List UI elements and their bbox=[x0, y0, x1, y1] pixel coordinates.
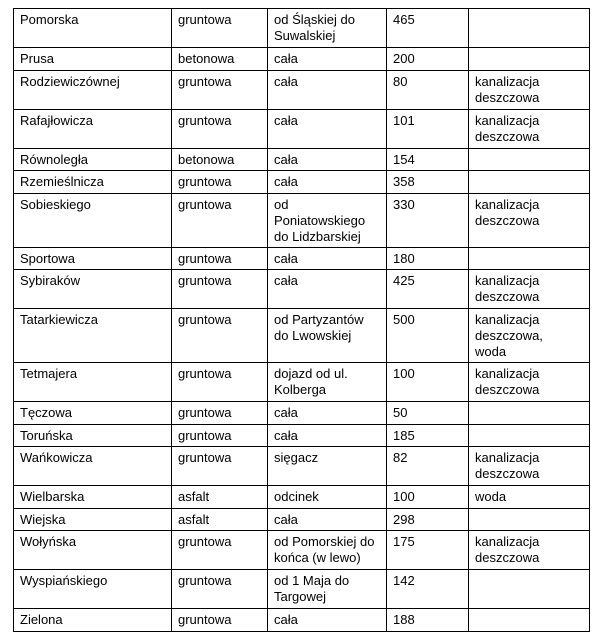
table-row bbox=[14, 109, 590, 148]
section-cell: od 1 Maja do Targowej bbox=[268, 570, 387, 609]
section-cell: sięgacz bbox=[268, 447, 387, 486]
table-row bbox=[14, 9, 590, 48]
utilities-cell bbox=[469, 9, 590, 48]
utilities-cell bbox=[469, 570, 590, 609]
section-cell: cała bbox=[268, 247, 387, 270]
utilities-cell: kanalizacja deszczowa, woda bbox=[469, 309, 590, 363]
utilities-cell: kanalizacja deszczowa bbox=[469, 270, 590, 309]
street-cell: Wańkowicza bbox=[14, 447, 172, 486]
section-cell: cała bbox=[268, 270, 387, 309]
street-cell: Pomorska bbox=[14, 9, 172, 48]
length-cell: 100 bbox=[387, 363, 469, 402]
length-cell: 185 bbox=[387, 424, 469, 447]
street-cell: Tęczowa bbox=[14, 402, 172, 425]
surface-cell: gruntowa bbox=[172, 424, 268, 447]
length-cell: 101 bbox=[387, 109, 469, 148]
utilities-cell: kanalizacja deszczowa bbox=[469, 109, 590, 148]
table-row bbox=[14, 570, 590, 609]
street-cell: Sybiraków bbox=[14, 270, 172, 309]
section-cell: cała bbox=[268, 109, 387, 148]
section-cell: odcinek bbox=[268, 486, 387, 509]
street-cell: Sportowa bbox=[14, 247, 172, 270]
length-cell: 200 bbox=[387, 48, 469, 71]
table-row bbox=[14, 609, 590, 632]
street-cell: Wyspiańskiego bbox=[14, 570, 172, 609]
section-cell: cała bbox=[268, 48, 387, 71]
surface-cell: gruntowa bbox=[172, 109, 268, 148]
length-cell: 500 bbox=[387, 309, 469, 363]
length-cell: 100 bbox=[387, 486, 469, 509]
utilities-cell bbox=[469, 402, 590, 425]
table-row bbox=[14, 270, 590, 309]
table-row bbox=[14, 247, 590, 270]
surface-cell: gruntowa bbox=[172, 171, 268, 194]
utilities-cell bbox=[469, 171, 590, 194]
surface-cell: gruntowa bbox=[172, 402, 268, 425]
utilities-cell bbox=[469, 148, 590, 171]
surface-cell: betonowa bbox=[172, 148, 268, 171]
street-cell: Rodziewiczównej bbox=[14, 70, 172, 109]
length-cell: 142 bbox=[387, 570, 469, 609]
utilities-cell: kanalizacja deszczowa bbox=[469, 363, 590, 402]
length-cell: 82 bbox=[387, 447, 469, 486]
surface-cell: gruntowa bbox=[172, 70, 268, 109]
section-cell: cała bbox=[268, 70, 387, 109]
section-cell: od Pomorskiej do końca (w lewo) bbox=[268, 531, 387, 570]
street-cell: Wiejska bbox=[14, 508, 172, 531]
table-row bbox=[14, 70, 590, 109]
utilities-cell: kanalizacja deszczowa bbox=[469, 447, 590, 486]
streets-table bbox=[13, 8, 590, 632]
length-cell: 50 bbox=[387, 402, 469, 425]
length-cell: 188 bbox=[387, 609, 469, 632]
street-cell: Równoległa bbox=[14, 148, 172, 171]
length-cell: 180 bbox=[387, 247, 469, 270]
street-cell: Zielona bbox=[14, 609, 172, 632]
surface-cell: gruntowa bbox=[172, 363, 268, 402]
utilities-cell bbox=[469, 609, 590, 632]
length-cell: 425 bbox=[387, 270, 469, 309]
table-row bbox=[14, 508, 590, 531]
table-row bbox=[14, 531, 590, 570]
street-cell: Rafajłowicza bbox=[14, 109, 172, 148]
street-cell: Tatarkiewicza bbox=[14, 309, 172, 363]
surface-cell: gruntowa bbox=[172, 247, 268, 270]
section-cell: od Śląskiej do Suwalskiej bbox=[268, 9, 387, 48]
utilities-cell: woda bbox=[469, 486, 590, 509]
table-row bbox=[14, 363, 590, 402]
surface-cell: gruntowa bbox=[172, 309, 268, 363]
length-cell: 330 bbox=[387, 193, 469, 247]
length-cell: 465 bbox=[387, 9, 469, 48]
street-cell: Toruńska bbox=[14, 424, 172, 447]
table-row bbox=[14, 447, 590, 486]
section-cell: dojazd od ul. Kolberga bbox=[268, 363, 387, 402]
street-cell: Sobieskiego bbox=[14, 193, 172, 247]
table-row bbox=[14, 309, 590, 363]
surface-cell: gruntowa bbox=[172, 9, 268, 48]
table-row bbox=[14, 171, 590, 194]
street-cell: Tetmajera bbox=[14, 363, 172, 402]
surface-cell: gruntowa bbox=[172, 609, 268, 632]
length-cell: 154 bbox=[387, 148, 469, 171]
length-cell: 298 bbox=[387, 508, 469, 531]
surface-cell: gruntowa bbox=[172, 270, 268, 309]
surface-cell: asfalt bbox=[172, 486, 268, 509]
utilities-cell: kanalizacja deszczowa bbox=[469, 193, 590, 247]
table-row bbox=[14, 486, 590, 509]
utilities-cell bbox=[469, 247, 590, 270]
section-cell: od Poniatowskiego do Lidzbarskiej bbox=[268, 193, 387, 247]
section-cell: cała bbox=[268, 508, 387, 531]
street-cell: Rzemieślnicza bbox=[14, 171, 172, 194]
surface-cell: gruntowa bbox=[172, 531, 268, 570]
surface-cell: gruntowa bbox=[172, 570, 268, 609]
table-row bbox=[14, 193, 590, 247]
table-row bbox=[14, 402, 590, 425]
street-cell: Wołyńska bbox=[14, 531, 172, 570]
street-cell: Wielbarska bbox=[14, 486, 172, 509]
surface-cell: gruntowa bbox=[172, 447, 268, 486]
surface-cell: asfalt bbox=[172, 508, 268, 531]
section-cell: cała bbox=[268, 402, 387, 425]
section-cell: cała bbox=[268, 171, 387, 194]
utilities-cell: kanalizacja deszczowa bbox=[469, 70, 590, 109]
section-cell: cała bbox=[268, 609, 387, 632]
length-cell: 175 bbox=[387, 531, 469, 570]
street-cell: Prusa bbox=[14, 48, 172, 71]
length-cell: 80 bbox=[387, 70, 469, 109]
surface-cell: betonowa bbox=[172, 48, 268, 71]
section-cell: cała bbox=[268, 148, 387, 171]
table-body bbox=[14, 9, 590, 632]
table-row bbox=[14, 424, 590, 447]
length-cell: 358 bbox=[387, 171, 469, 194]
table-row bbox=[14, 148, 590, 171]
utilities-cell bbox=[469, 508, 590, 531]
section-cell: cała bbox=[268, 424, 387, 447]
section-cell: od Partyzantów do Lwowskiej bbox=[268, 309, 387, 363]
surface-cell: gruntowa bbox=[172, 193, 268, 247]
utilities-cell bbox=[469, 48, 590, 71]
utilities-cell bbox=[469, 424, 590, 447]
utilities-cell: kanalizacja deszczowa bbox=[469, 531, 590, 570]
table-row bbox=[14, 48, 590, 71]
